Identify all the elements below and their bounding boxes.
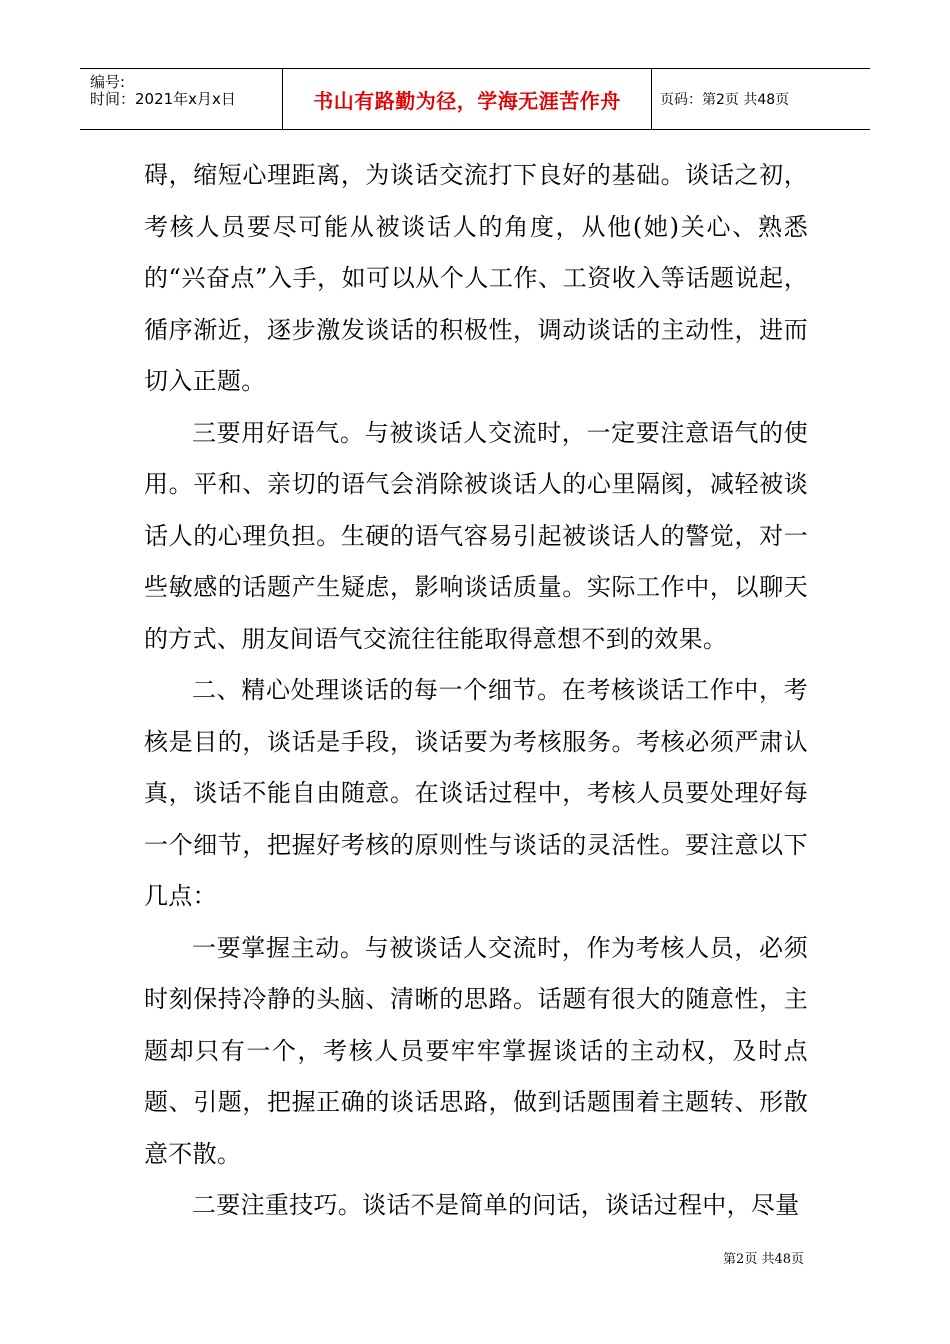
- header-motto: 书山有路勤为径，学海无涯苦作舟: [283, 69, 652, 129]
- page-header: [80, 68, 870, 130]
- document-number-label: 编号:: [90, 73, 126, 91]
- paragraph: 二、精心处理谈话的每一个细节。在考核谈话工作中，考核是目的，谈话是手段，谈话要为考核服务。考核必须严肃认真，谈话不能自由随意。在谈话过程中，考核人员要处理好每一个细节，把握好考核的原则性与谈话的灵活性。要注意以下几点：: [144, 676, 808, 910]
- document-date: 时间：2021年x月x日: [90, 90, 236, 108]
- paragraph: 一要掌握主动。与被谈话人交流时，作为考核人员，必须时刻保持冷静的头脑、清晰的思路。话题有很大的随意性，主题却只有一个，考核人员要牢牢掌握谈话的主动权，及时点题、引题，把握正确的谈话思路，做到话题围着主题转、形散意不散。: [144, 933, 808, 1168]
- paragraph-continued: 碍，缩短心理距离，为谈话交流打下良好的基础。谈话之初，考核人员要尽可能从被谈话人的角度，从他(她)关心、熟悉的“兴奋点”入手，如可以从个人工作、工资收入等话题说起，循序渐近，逐步激发谈话的积极性，调动谈话的主动性，进而切入正题。: [144, 161, 808, 395]
- paragraph: 二要注重技巧。谈话不是简单的问话，谈话过程中，尽量: [192, 1191, 800, 1219]
- page-footer: 第2页 共48页: [723, 1252, 804, 1267]
- header-page-code: 页码：第2页 共48页: [660, 92, 790, 108]
- document-body: [144, 150, 808, 1232]
- header-meta: [80, 69, 283, 129]
- paragraph: 三要用好语气。与被谈话人交流时，一定要注意语气的使用。平和、亲切的语气会消除被谈话人的心里隔阂，减轻被谈话人的心理负担。生硬的语气容易引起被谈话人的警觉，对一些敏感的话题产生疑虑，影响谈话质量。实际工作中，以聊天的方式、朋友间语气交流往往能取得意想不到的效果。: [144, 418, 808, 653]
